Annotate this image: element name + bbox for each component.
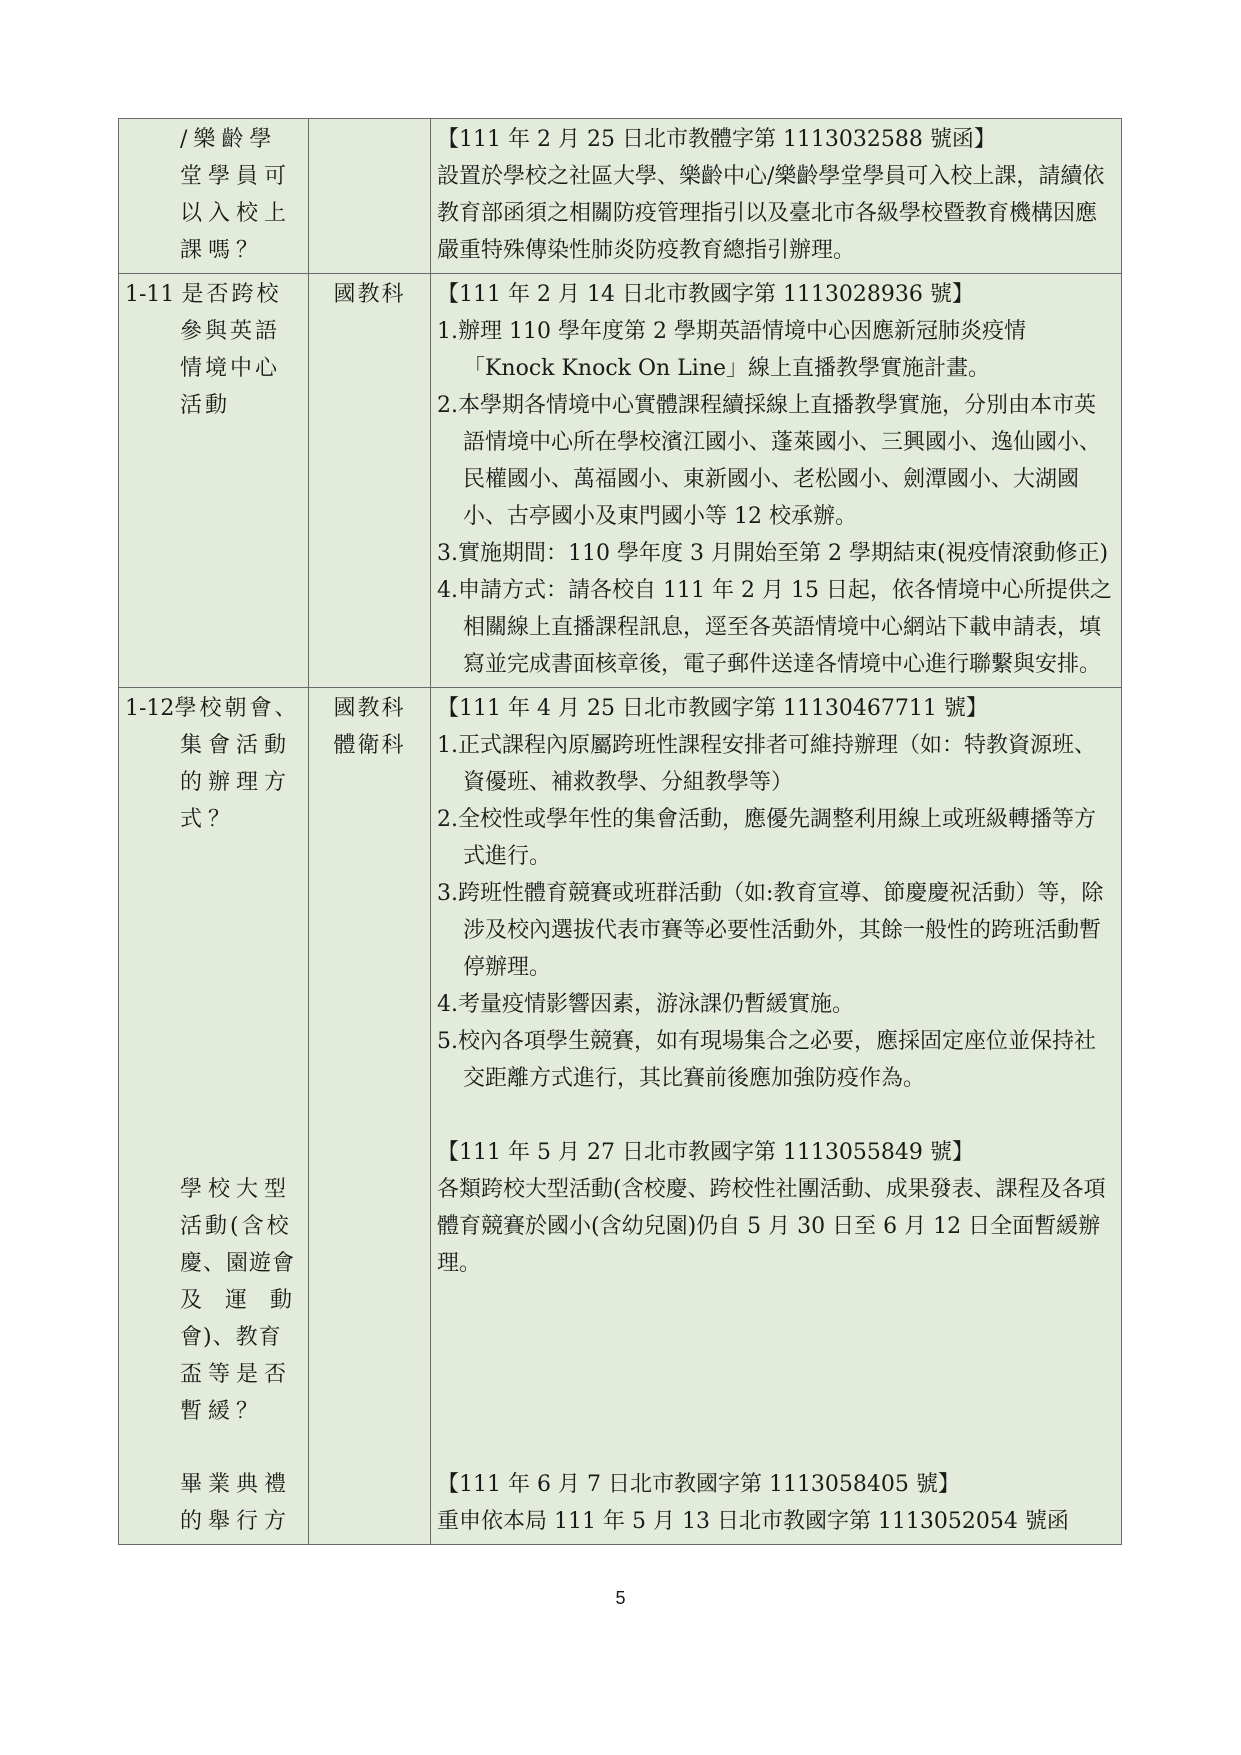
question-line: 堂學員可 bbox=[180, 164, 293, 189]
question-line: 學校大型 bbox=[180, 1177, 293, 1202]
answer-cell bbox=[431, 274, 1122, 688]
question-line: 會)、教育 bbox=[180, 1325, 282, 1350]
answer-text: 設置於學校之社區大學、樂齡中心/樂齡學堂學員可入校上課，請續依教育部函須之相關防疫管理指引以及臺北市各級學校暨教育機構因應嚴重特殊傳染性肺炎防疫教育總指引辦理。 bbox=[437, 164, 1105, 263]
department-cell bbox=[309, 119, 431, 274]
department-name: 體衛科 bbox=[333, 733, 406, 758]
question-line: 暫緩？ bbox=[180, 1399, 265, 1424]
table-row bbox=[119, 119, 1122, 274]
question-line: 慶、園遊會 bbox=[180, 1251, 296, 1276]
page-number: 5 bbox=[615, 1588, 626, 1608]
reference-line: 【111 年 4 月 25 日北市教國字第 11130467711 號】 bbox=[437, 696, 988, 721]
question-line: 學校朝會、 bbox=[174, 696, 300, 721]
reference-line: 【111 年 6 月 7 日北市教國字第 1113058405 號】 bbox=[437, 1472, 960, 1497]
question-line: 式？ bbox=[180, 807, 237, 832]
question-line: 集會活動 bbox=[180, 733, 293, 758]
question-line: 畢業典禮 bbox=[180, 1472, 293, 1497]
answer-cell bbox=[431, 688, 1122, 1545]
question-id: 1-12 bbox=[125, 696, 175, 721]
reference-line: 【111 年 2 月 14 日北市教國字第 1113028936 號】 bbox=[437, 282, 974, 307]
table-row bbox=[119, 688, 1122, 1545]
list-item: 3.跨班性體育競賽或班群活動（如:教育宣導、節慶慶祝活動）等，除涉及校內選拔代表市賽等必要性活動外，其餘一般性的跨班活動暫停辦理。 bbox=[437, 881, 1104, 980]
department-cell bbox=[309, 274, 431, 688]
question-line: 的辦理方 bbox=[180, 770, 293, 795]
answer-text: 重申依本局 111 年 5 月 13 日北市教國字第 1113052054 號函 bbox=[437, 1509, 1069, 1534]
question-line: 是否跨校 bbox=[181, 282, 282, 307]
list-item: 4.考量疫情影響因素，游泳課仍暫緩實施。 bbox=[437, 992, 854, 1017]
question-id: 1-11 bbox=[125, 282, 175, 307]
answer-text: 各類跨校大型活動(含校慶、跨校性社團活動、成果發表、課程及各項體育競賽於國小(含幼兒園)仍自 5 月 30 日至 6 月 12 日全面暫緩辦理。 bbox=[437, 1177, 1106, 1276]
list-item: 1.辦理 110 學年度第 2 學期英語情境中心因應新冠肺炎疫情「Knock Knock On Line」線上直播教學實施計畫。 bbox=[437, 319, 1026, 381]
question-line: 的舉行方 bbox=[180, 1509, 293, 1534]
question-line: 活動(含校 bbox=[180, 1214, 292, 1239]
question-line: 以入校上 bbox=[180, 201, 293, 226]
reference-line: 【111 年 2 月 25 日北市教體字第 1113032588 號函】 bbox=[437, 127, 996, 152]
list-item: 5.校內各項學生競賽，如有現場集合之必要，應採固定座位並保持社交距離方式進行，其比賽前後應加強防疫作為。 bbox=[437, 1029, 1096, 1091]
department-name: 國教科 bbox=[333, 696, 406, 721]
list-item: 2.本學期各情境中心實體課程續採線上直播教學實施，分別由本市英語情境中心所在學校濱江國小、蓬萊國小、三興國小、逸仙國小、民權國小、萬福國小、東新國小、老松國小、劍潭國小、大湖國小、古亭國小及東門國小等 12 校承辦。 bbox=[437, 393, 1102, 529]
reference-line: 【111 年 5 月 27 日北市教國字第 1113055849 號】 bbox=[437, 1140, 974, 1165]
question-cell bbox=[119, 688, 309, 1545]
department-name: 國教科 bbox=[333, 282, 406, 307]
question-line: 課嗎？ bbox=[180, 238, 265, 263]
list-item: 1.正式課程內原屬跨班性課程安排者可維持辦理（如：特教資源班、資優班、補救教學、分組教學等） bbox=[437, 733, 1096, 795]
question-cell bbox=[119, 119, 309, 274]
question-line: 活動 bbox=[180, 393, 231, 418]
question-line: /樂齡學 bbox=[180, 127, 278, 152]
question-line: 情境中心 bbox=[180, 356, 281, 381]
question-cell bbox=[119, 274, 309, 688]
department-cell bbox=[309, 688, 431, 1545]
question-line: 及 運 動 bbox=[180, 1288, 300, 1313]
list-item: 4.申請方式：請各校自 111 年 2 月 15 日起，依各情境中心所提供之相關線上直播課程訊息，逕至各英語情境中心網站下載申請表，填寫並完成書面核章後，電子郵件送達各情境中心進行聯繫與安排。 bbox=[437, 578, 1112, 677]
question-line: 參與英語 bbox=[180, 319, 281, 344]
list-item: 3.實施期間：110 學年度 3 月開始至第 2 學期結束(視疫情滾動修正) bbox=[437, 541, 1109, 566]
faq-table bbox=[118, 118, 1122, 1545]
table-row bbox=[119, 274, 1122, 688]
list-item: 2.全校性或學年性的集會活動，應優先調整利用線上或班級轉播等方式進行。 bbox=[437, 807, 1096, 869]
answer-cell bbox=[431, 119, 1122, 274]
question-line: 盃等是否 bbox=[180, 1362, 293, 1387]
